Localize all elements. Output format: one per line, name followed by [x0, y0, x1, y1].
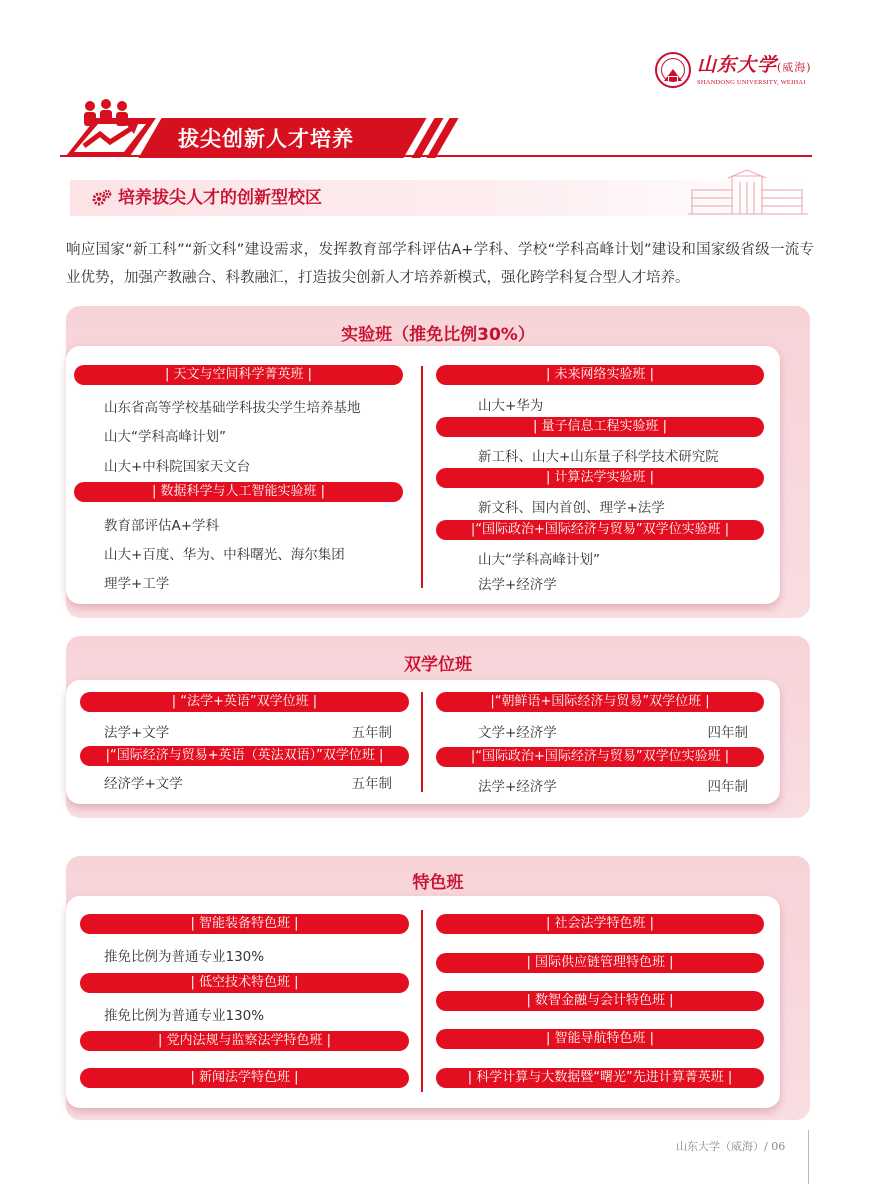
class-note: 推免比例为普通专业130% — [104, 1008, 265, 1024]
class-feature: 山东省高等学校基础学科拔尖学生培养基地 — [104, 400, 361, 416]
intro-paragraph: 响应国家“新工科”“新文科”建设需求，发挥教育部学科评估A+学科、学校“学科高峰计划”建设和国家级省级一流专业优势，加强产教融合、科教融汇，打造拔尖创新人才培养新模式，强化跨学科复合型人才培养。 — [66, 242, 814, 286]
class-label: | 计算法学实验班 | — [436, 468, 764, 488]
class-feature: 山大“学科高峰计划” — [478, 552, 600, 568]
class-label: |“国际政治+国际经济与贸易”双学位实验班 | — [436, 747, 764, 767]
class-label: | 党内法规与监察法学特色班 | — [80, 1031, 409, 1051]
column-divider — [421, 366, 423, 588]
class-label: | 低空技术特色班 | — [80, 973, 409, 993]
class-label: |“国际经济与贸易+英语（英法双语）”双学位班 | — [80, 746, 409, 766]
class-label: | 智能装备特色班 | — [80, 914, 409, 934]
panel-title: 实验班（推免比例30%） — [341, 325, 535, 345]
class-label: | 智能导航特色班 | — [436, 1029, 764, 1049]
panel-title: 双学位班 — [404, 655, 472, 675]
degree-subject: 法学+文学 — [104, 725, 170, 741]
class-feature: 理学+工学 — [104, 576, 170, 592]
class-label: |“朝鲜语+国际经济与贸易”双学位班 | — [436, 692, 764, 712]
logo-name-en: SHANDONG UNIVERSITY, WEIHAI — [697, 79, 806, 86]
panel-title: 特色班 — [412, 873, 464, 893]
title-underline — [60, 155, 812, 157]
degree-duration: 四年制 — [707, 725, 748, 741]
class-label: | 数智金融与会计特色班 | — [436, 991, 764, 1011]
class-label: |“国际政治+国际经济与贸易”双学位实验班 | — [436, 520, 764, 540]
class-feature: 山大+中科院国家天文台 — [104, 459, 251, 475]
class-feature: 山大+百度、华为、中科曙光、海尔集团 — [104, 547, 345, 563]
class-feature: 新工科、山大+山东量子科学技术研究院 — [478, 449, 719, 465]
class-label: | 科学计算与大数据暨“曙光”先进计算菁英班 | — [436, 1068, 764, 1088]
column-divider — [421, 910, 423, 1092]
class-label: | 数据科学与人工智能实验班 | — [74, 482, 403, 502]
section-subtitle: 培养拔尖人才的创新型校区 — [118, 188, 322, 208]
page-title: 拔尖创新人才培养 — [178, 127, 354, 151]
degree-subject: 经济学+文学 — [104, 776, 183, 792]
class-label: | 量子信息工程实验班 | — [436, 417, 764, 437]
class-label: | “法学+英语”双学位班 | — [80, 692, 409, 712]
footer-divider — [808, 1130, 809, 1184]
degree-subject: 文学+经济学 — [478, 725, 557, 741]
column-divider — [421, 692, 423, 792]
class-note: 推免比例为普通专业130% — [104, 949, 265, 965]
class-label: | 天文与空间科学菁英班 | — [74, 365, 403, 385]
class-label: | 国际供应链管理特色班 | — [436, 953, 764, 973]
class-label: | 未来网络实验班 | — [436, 365, 764, 385]
logo-name-cn: 山东大学(威海) — [697, 54, 812, 76]
degree-duration: 五年制 — [351, 725, 392, 741]
class-feature: 新文科、国内首创、理学+法学 — [478, 500, 665, 516]
degree-duration: 四年制 — [707, 779, 748, 795]
class-feature: 法学+经济学 — [478, 577, 557, 593]
degree-subject: 法学+经济学 — [478, 779, 557, 795]
class-label: | 社会法学特色班 | — [436, 914, 764, 934]
class-feature: 山大+华为 — [478, 398, 544, 414]
university-seal-icon — [655, 52, 691, 88]
degree-duration: 五年制 — [351, 776, 392, 792]
class-feature: 教育部评估A+学科 — [104, 518, 220, 534]
class-feature: 山大“学科高峰计划” — [104, 429, 226, 445]
page-footer: 山东大学（威海）/ 06 — [676, 1140, 786, 1153]
gears-icon — [92, 189, 112, 207]
campus-building-icon — [688, 168, 808, 216]
university-logo — [655, 48, 815, 92]
class-label: | 新闻法学特色班 | — [80, 1068, 409, 1088]
